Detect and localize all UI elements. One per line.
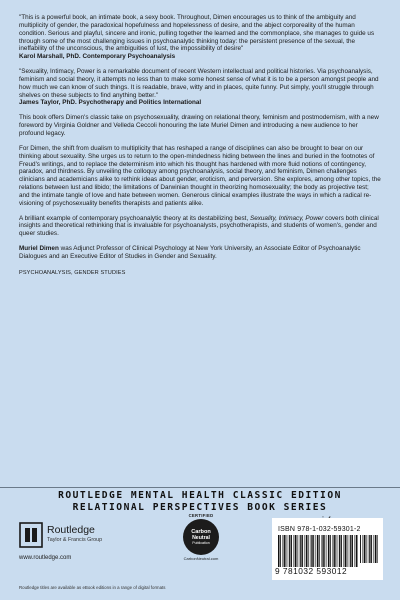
review-quote-1-source: Contemporary Psychoanalysis xyxy=(82,53,176,61)
certified-label: CERTIFIED xyxy=(188,513,214,518)
carbon-neutral-badge xyxy=(181,513,221,561)
closing-paragraph xyxy=(19,215,381,239)
review-quote-1 xyxy=(19,14,381,61)
closing-book-title: Sexuality, Intimacy, Power xyxy=(249,214,324,222)
price-barcode-icon xyxy=(360,535,378,563)
author-name: Muriel Dimen xyxy=(19,245,59,253)
review-quote-2-author: James Taylor, PhD. xyxy=(19,99,77,107)
review-quote-1-author: Karol Marshall, PhD. xyxy=(19,53,81,61)
publisher-name: Routledge xyxy=(47,524,95,536)
isbn-text: ISBN 978-1-032-59301-2 xyxy=(278,526,361,533)
carbon-neutral-url: CarbonNeutral.com xyxy=(183,556,219,561)
closing-text-pre: A brilliant example of contemporary psychoanalytic theory at its destabilizing best, xyxy=(19,214,250,222)
routledge-logo-icon xyxy=(19,521,43,549)
closing-text-post: covers both clinical insights and theoretical rethinking that is invaluable for psychoanalysts, psychotherapists, and students of women's, gender and queer studies. xyxy=(19,214,379,238)
barcode-area xyxy=(272,518,383,580)
neutral-label: Neutral xyxy=(192,534,210,541)
body-paragraph: For Dimen, the shift from dualism to multiplicity that has reshaped a range of disciplines can also be brought to bear on our thinking about sexuality. She urges us to return to the open-mindedness hiding between the lines and buried in the footnotes of Freud's writings, and to replace the determinism into which his thought has hardened with more fluid notions of contingency, paradox, and thirdness. By unveiling the colloquy among psychoanalysis, social theory, and feminism, Dimen challenges clinicians and academicians alike to rethink ideas about gender, eroticism, and perversion. She explores, among other topics, the relations between lust and libido; the limitations of Darwinian thought in theorizing homosexuality; the body as projective test; and the intimate tangle of love and hate between women. Generous clinical examples illustrate the ways in which a radical re-visioning of psychosexuality benefits therapists and patients alike. xyxy=(19,144,381,207)
review-quote-1-text: "This is a powerful book, an intimate book, a sexy book. Throughout, Dimen encourages us to think of the ambiguity and multiplicity of gender, the paradoxical hopefulness and hopelessness of desire, and the abject corporeality of the human condition. Serious and playful, sincere and ironic, pulling together the learned and the commonplace, she manages to guide us through some of the most challenging issues in psychoanalytic thinking today: the persistent presence of the sexual, the ineffability of the unconscious, the ambiguities of lust, the impossibility of desire" xyxy=(19,14,375,53)
intro-paragraph: This book offers Dimen's classic take on psychosexuality, drawing on relational theory, feminism and postmodernism, with a new foreword by Virginia Goldner and Velleda Ceccoli honouring the late Muriel Dimen and introducing a new audience to her profound legacy. xyxy=(19,114,379,137)
barcode-number: 9 781032 593012 xyxy=(275,566,348,576)
back-cover-text xyxy=(19,14,381,278)
barcode-icon xyxy=(278,535,358,567)
ebook-footer-note: Routledge titles are available as eBook editions in a range of digital formats xyxy=(19,585,166,590)
series-line-2: RELATIONAL PERSPECTIVES BOOK SERIES xyxy=(72,502,328,513)
publication-label: Publication xyxy=(192,540,210,545)
subject-categories: PSYCHOANALYSIS, GENDER STUDIES xyxy=(19,269,126,276)
carbon-label: Carbon xyxy=(191,528,211,535)
author-bio xyxy=(19,245,381,261)
publisher-logo xyxy=(19,521,159,561)
author-bio-text: was Adjunct Professor of Clinical Psychology at New York University, an Associate Editor of Psychoanalytic Dialogues and an Executive Editor of Studies in Gender and Sexuality. xyxy=(19,245,361,260)
publisher-group: Taylor & Francis Group xyxy=(47,537,103,543)
series-top-rule xyxy=(0,487,400,488)
review-quote-2 xyxy=(19,68,381,107)
review-quote-2-source: Psychotherapy and Politics International xyxy=(78,99,202,107)
review-quote-2-text: "Sexuality, Intimacy, Power is a remarkable document of recent Western intellectual and political histories. Via psychoanalysis, feminism and social theory, it attempts no less than to make some honest sense of what it is to be a person amongst people and how much we can know of such things. It is readable, brave, witty and in places, quite funny. Put simply, you'll struggle through shelves on these subjects to find anything better." xyxy=(19,68,379,99)
publisher-url: www.routledge.com xyxy=(19,555,72,561)
series-line-1: ROUTLEDGE MENTAL HEALTH CLASSIC EDITION xyxy=(58,490,342,501)
